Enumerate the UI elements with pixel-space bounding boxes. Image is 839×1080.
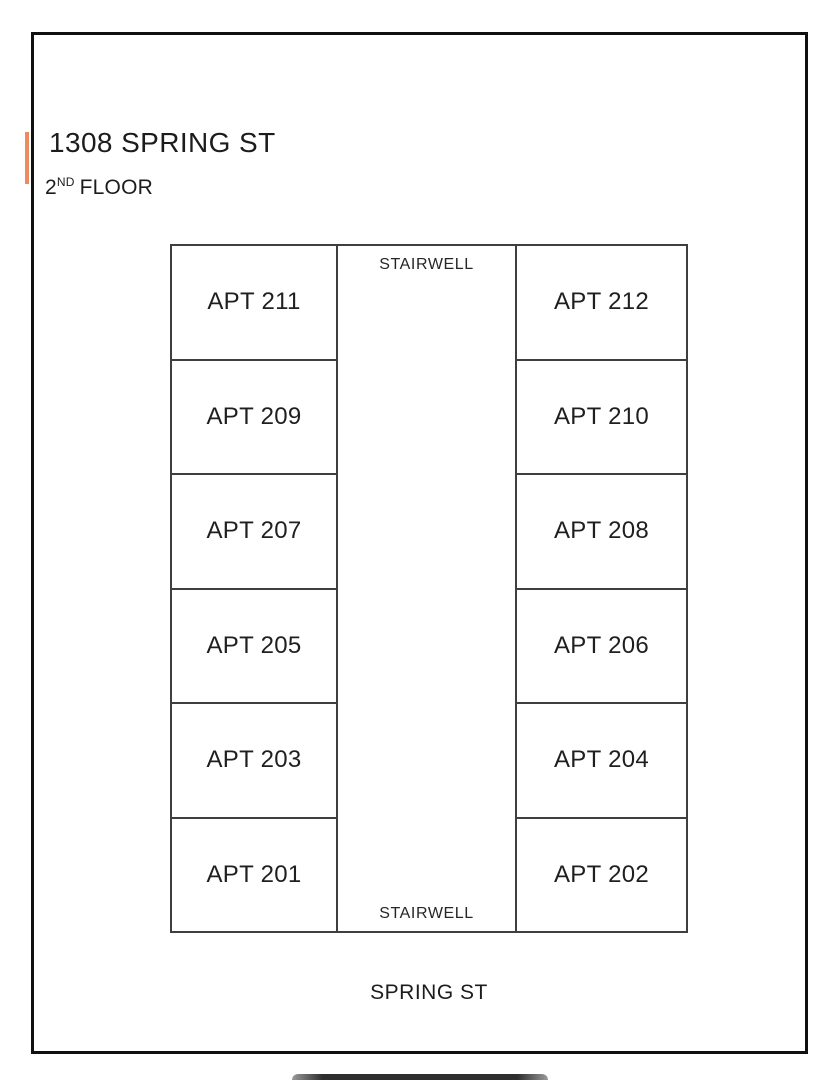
apartment-label: APT 204	[553, 746, 650, 774]
apartment-cell-210	[515, 359, 688, 476]
apartment-cell-209	[170, 359, 338, 476]
apartment-label: APT 206	[553, 631, 650, 659]
apartment-cell-207	[170, 473, 338, 590]
apartment-label: APT 201	[206, 860, 302, 888]
stairwell-corridor	[336, 244, 517, 933]
bottom-edge-bar	[292, 1074, 548, 1080]
floor-label	[45, 176, 153, 200]
apartment-label: APT 212	[553, 288, 650, 316]
apartment-label: APT 203	[206, 746, 302, 774]
apartment-cell-212	[515, 244, 688, 361]
left-apartment-column	[170, 244, 338, 933]
floor-number: 2	[45, 176, 57, 199]
apartment-cell-204	[515, 702, 688, 819]
street-label: SPRING ST	[370, 981, 488, 1004]
apartment-cell-202	[515, 817, 688, 934]
apartment-label: APT 205	[206, 631, 302, 659]
apartment-cell-208	[515, 473, 688, 590]
right-apartment-column	[515, 244, 688, 933]
apartment-label: APT 207	[206, 517, 302, 545]
apartment-cell-205	[170, 588, 338, 705]
accent-highlight-bar	[25, 132, 29, 184]
apartment-grid	[170, 244, 688, 933]
apartment-label: APT 210	[553, 402, 650, 430]
apartment-label: APT 209	[206, 402, 302, 430]
page-title: 1308 SPRING ST	[49, 127, 276, 158]
apartment-label: APT 202	[553, 860, 650, 888]
apartment-cell-206	[515, 588, 688, 705]
stairwell-label-top: STAIRWELL	[379, 256, 474, 273]
stairwell-label-bottom: STAIRWELL	[379, 905, 474, 922]
apartment-cell-211	[170, 244, 338, 361]
floor-word: FLOOR	[79, 176, 153, 199]
apartment-cell-203	[170, 702, 338, 819]
apartment-label: APT 211	[207, 288, 301, 316]
apartment-label: APT 208	[553, 517, 650, 545]
apartment-cell-201	[170, 817, 338, 934]
floor-ordinal: ND	[56, 175, 75, 189]
